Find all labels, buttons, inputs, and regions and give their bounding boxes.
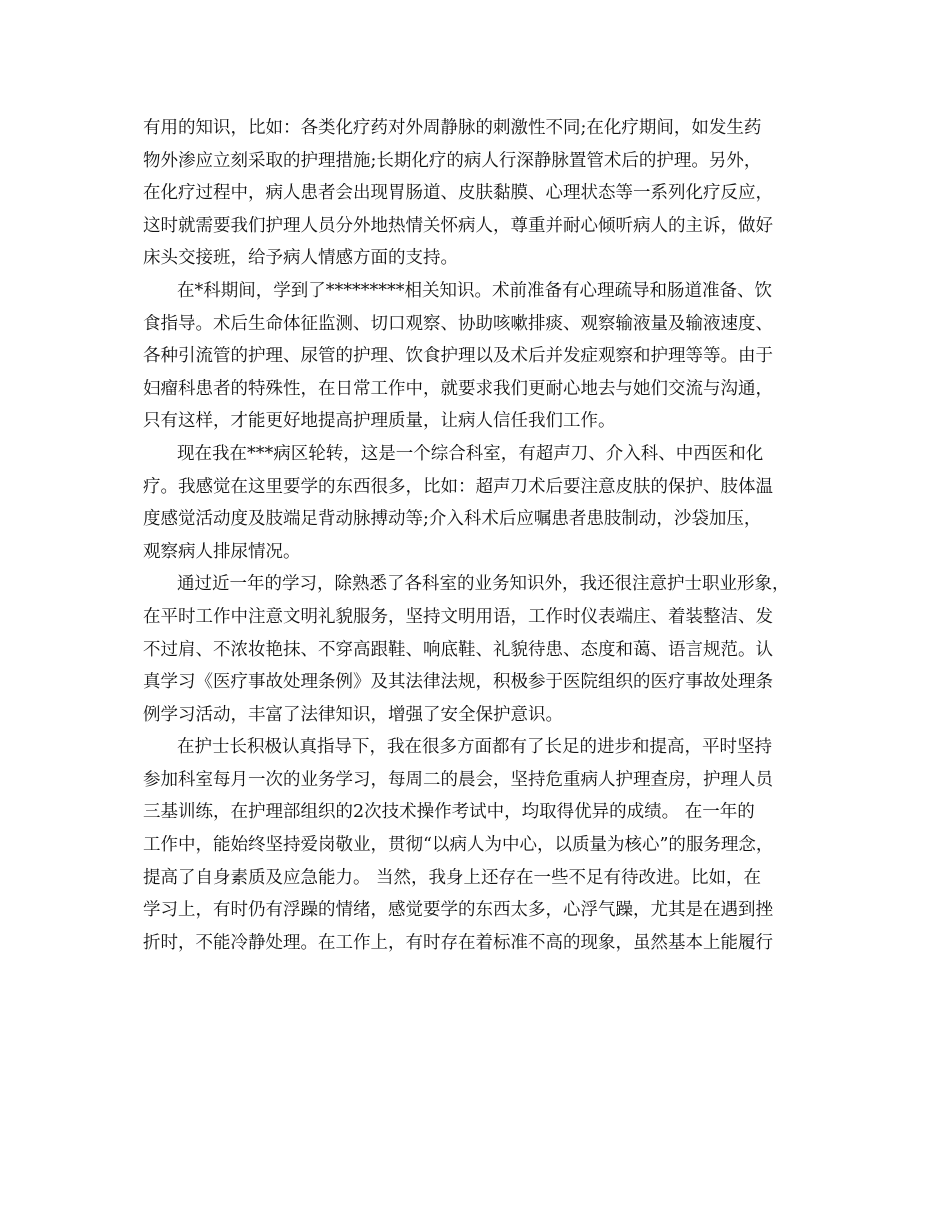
text-line: 在平时工作中注意文明礼貌服务，坚持文明用语，工作时仪表端庄、着装整洁、发 bbox=[143, 606, 773, 627]
text-line: 在护士长积极认真指导下，我在很多方面都有了长足的进步和提高，平时坚持 bbox=[177, 737, 772, 758]
text-line: 参加科室每月一次的业务学习，每周二的晨会，坚持危重病人护理查房，护理人员 bbox=[143, 769, 773, 790]
text-line: 例学习活动，丰富了法律知识，增强了安全保护意识。 bbox=[143, 704, 563, 725]
text-line: 只有这样，才能更好地提高护理质量，让病人信任我们工作。 bbox=[143, 411, 616, 432]
text-line: 各种引流管的护理、尿管的护理、饮食护理以及术后并发症观察和护理等等。由于 bbox=[143, 346, 773, 367]
text-line: 在*科期间，学到了*********相关知识。术前准备有心理疏导和肠道准备、饮 bbox=[177, 280, 772, 301]
text-line: 这时就需要我们护理人员分外地热情关怀病人，尊重并耐心倾听病人的主诉，做好 bbox=[143, 215, 773, 236]
text-line: 观察病人排尿情况。 bbox=[143, 541, 301, 562]
text-line: 床头交接班，给予病人情感方面的支持。 bbox=[143, 248, 458, 269]
text-line: 提高了自身素质及应急能力。 当然，我身上还存在一些不足有待改进。比如，在 bbox=[143, 867, 762, 888]
text-line: 妇瘤科患者的特殊性，在日常工作中，就要求我们更耐心地去与她们交流与沟通， bbox=[143, 378, 773, 399]
text-line: 工作中，能始终坚持爱岗敬业，贯彻“以病人为中心，以质量为核心”的服务理念， bbox=[143, 835, 774, 856]
paragraph bbox=[143, 112, 813, 275]
paragraph bbox=[143, 275, 813, 438]
text-line: 通过近一年的学习，除熟悉了各科室的业务知识外，我还很注意护士职业形象， bbox=[177, 574, 790, 595]
text-line: 真学习《医疗事故处理条例》及其法律法规，积极参于医院组织的医疗事故处理条 bbox=[143, 672, 773, 693]
text-line: 现在我在***病区轮转，这是一个综合科室，有超声刀、介入科、中西医和化 bbox=[177, 443, 764, 464]
paragraph bbox=[143, 438, 813, 568]
text-line: 物外渗应立刻采取的护理措施;长期化疗的病人行深静脉置管术后的护理。另外， bbox=[143, 150, 762, 171]
document-body bbox=[143, 112, 813, 959]
text-line: 度感觉活动度及肢端足背动脉搏动等;介入科术后应嘱患者患肢制动，沙袋加压， bbox=[143, 509, 762, 530]
text-line: 不过肩、不浓妆艳抹、不穿高跟鞋、响底鞋、礼貌待患、态度和蔼、语言规范。认 bbox=[143, 639, 773, 660]
text-line: 学习上，有时仍有浮躁的情绪，感觉要学的东西太多，心浮气躁，尤其是在遇到挫 bbox=[143, 900, 773, 921]
text-line: 疗。我感觉在这里要学的东西很多，比如：超声刀术后要注意皮肤的保护、肢体温 bbox=[143, 476, 773, 497]
paragraph bbox=[143, 568, 813, 731]
text-line: 折时，不能冷静处理。在工作上，有时存在着标准不高的现象，虽然基本上能履行 bbox=[143, 932, 773, 953]
paragraph bbox=[143, 731, 813, 959]
text-line: 三基训练，在护理部组织的2次技术操作考试中，均取得优异的成绩。 在一年的 bbox=[143, 802, 755, 823]
text-line: 在化疗过程中，病人患者会出现胃肠道、皮肤黏膜、心理状态等一系列化疗反应， bbox=[143, 183, 773, 204]
text-line: 有用的知识，比如：各类化疗药对外周静脉的刺激性不同;在化疗期间，如发生药 bbox=[143, 118, 762, 138]
text-line: 食指导。术后生命体征监测、切口观察、协助咳嗽排痰、观察输液量及输液速度、 bbox=[143, 313, 773, 334]
